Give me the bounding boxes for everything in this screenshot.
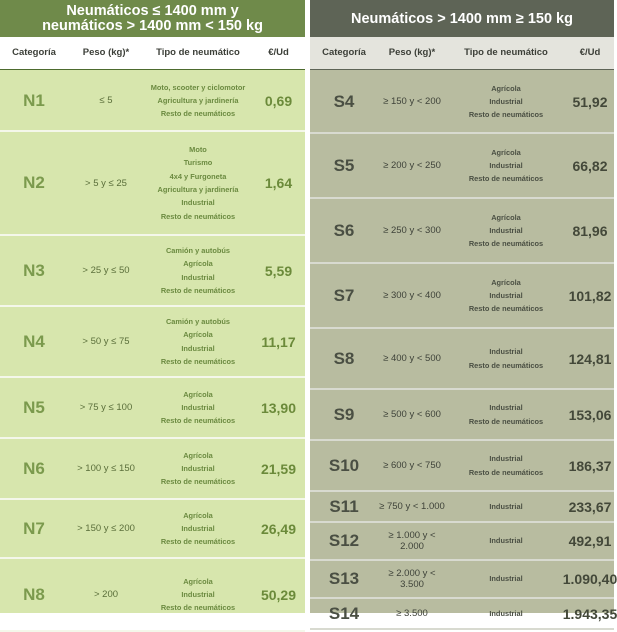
tyre-type: 4x4 y Furgoneta	[169, 171, 227, 181]
table-row	[0, 307, 305, 378]
category-code: S8	[333, 348, 355, 368]
unit-price: 492,91	[568, 533, 612, 549]
table-row	[310, 599, 617, 630]
tyre-type: Industrial	[181, 463, 215, 473]
table-title	[0, 0, 305, 37]
weight-range: > 150 y ≤ 200	[77, 523, 135, 534]
tyre-type: Industrial	[489, 454, 523, 464]
weight-range: > 5 y ≤ 25	[85, 177, 127, 189]
tyre-type: Resto de neumáticos	[160, 477, 236, 487]
title-line-1: Neumáticos ≤ 1400 mm y	[66, 2, 239, 19]
title-line-2: neumáticos > 1400 mm < 150 kg	[42, 17, 263, 34]
weight-range: ≥ 750 y < 1.000	[379, 501, 445, 512]
tyre-types	[144, 132, 252, 234]
tyre-type: Industrial	[489, 347, 523, 357]
tyre-type: Industrial	[489, 160, 523, 170]
weight-range: ≥ 400 y < 500	[383, 353, 441, 364]
table-row	[0, 500, 305, 559]
tyre-type: Resto de neumáticos	[160, 356, 236, 366]
category-code: S11	[329, 496, 359, 516]
tyre-type: Agrícola	[491, 147, 521, 157]
table-row	[0, 132, 305, 236]
header-categoria: Categoría	[12, 47, 56, 58]
table-row	[0, 236, 305, 307]
tyre-type: Resto de neumáticos	[160, 211, 236, 221]
header-peso: Peso (kg)*	[388, 47, 436, 58]
category-code: S13	[328, 569, 360, 588]
table-row	[310, 71, 614, 134]
category-code: S14	[328, 603, 360, 623]
header-precio: €/Ud	[579, 47, 601, 58]
tyre-types	[144, 236, 252, 305]
tyre-type: Resto de neumáticos	[468, 416, 544, 426]
tyre-type: Agrícola	[183, 510, 213, 520]
tyre-types	[446, 329, 566, 388]
header-peso: Peso (kg)*	[82, 47, 130, 58]
weight-range: ≥ 300 y < 400	[383, 290, 441, 301]
tyre-type: Turismo	[183, 158, 213, 168]
table-row	[0, 559, 305, 632]
category-code: S12	[328, 531, 360, 550]
weight-range: > 200	[93, 589, 119, 600]
category-code: S5	[333, 155, 355, 175]
unit-price: 50,29	[260, 586, 297, 603]
tyre-type: Resto de neumáticos	[160, 603, 236, 613]
category-code: N2	[23, 173, 45, 192]
header-categoria: Categoría	[322, 47, 366, 58]
tyre-type: Industrial	[181, 343, 215, 353]
tyre-type: Agrícola	[183, 330, 213, 340]
weight-range: ≥ 150 y < 200	[383, 96, 441, 107]
column-headers	[310, 37, 614, 70]
category-code: S7	[333, 285, 355, 305]
tyre-type: Industrial	[489, 501, 523, 511]
tyre-types	[446, 599, 566, 628]
unit-price: 5,59	[264, 262, 293, 279]
tyre-type: Resto de neumáticos	[160, 416, 236, 426]
tyre-type: Resto de neumáticos	[160, 109, 236, 119]
table-row	[310, 134, 614, 199]
tyre-type: Camión y autobús	[165, 316, 231, 326]
tyre-type: Agricultura y jardinería	[157, 185, 239, 194]
tyre-type: Agrícola	[183, 259, 213, 269]
tyre-type: Moto, scooter y ciclomotor	[150, 82, 246, 92]
tyre-type: Resto de neumáticos	[160, 285, 236, 295]
weight-range: ≥ 1.000 y < 2.000	[388, 530, 436, 552]
column-headers	[0, 37, 305, 70]
category-code: S4	[333, 91, 355, 111]
tyre-types	[144, 439, 252, 498]
table-title: Neumáticos > 1400 mm ≥ 150 kg	[310, 0, 614, 37]
tyre-type: Industrial	[489, 290, 523, 300]
weight-range: ≥ 600 y < 750	[383, 460, 441, 471]
category-code: S9	[333, 404, 355, 424]
tyre-type: Industrial	[181, 402, 215, 412]
tyre-types	[144, 500, 252, 557]
unit-price: 13,90	[260, 399, 297, 416]
unit-price: 153,06	[568, 406, 612, 423]
table-row	[310, 561, 617, 599]
tyre-types	[144, 378, 252, 437]
tyre-type: Agrícola	[183, 389, 213, 399]
tyre-type: Industrial	[489, 225, 523, 235]
tyre-type: Camión y autobús	[165, 245, 231, 255]
tyre-types	[446, 492, 566, 521]
table-row	[310, 441, 614, 492]
tariff-table-large	[310, 0, 617, 623]
unit-price: 0,69	[264, 92, 293, 109]
tyre-type: Moto	[189, 145, 207, 155]
weight-range: > 25 y ≤ 50	[82, 265, 130, 276]
table-row	[310, 199, 614, 264]
tyre-type: Agrícola	[491, 212, 521, 222]
tariff-table-small	[0, 0, 305, 613]
weight-range: > 100 y ≤ 150	[77, 463, 135, 474]
category-code: N5	[23, 397, 45, 417]
tyre-type: Industrial	[489, 574, 523, 584]
unit-price: 101,82	[568, 287, 612, 304]
unit-price: 1.943,35	[562, 605, 617, 622]
tyre-type: Resto de neumáticos	[468, 174, 544, 184]
unit-price: 186,37	[568, 457, 612, 474]
table-row	[310, 492, 614, 523]
unit-price: 81,96	[572, 222, 608, 239]
tyre-types	[446, 71, 566, 132]
weight-range: ≤ 5	[99, 95, 113, 106]
tyre-type: Industrial	[181, 198, 215, 208]
weight-range: > 50 y ≤ 75	[82, 336, 130, 347]
tyre-type: Industrial	[489, 608, 523, 618]
tyre-types	[446, 561, 566, 597]
tyre-type: Resto de neumáticos	[468, 110, 544, 120]
weight-range: ≥ 200 y < 250	[383, 160, 441, 171]
unit-price: 1.090,40	[562, 571, 617, 587]
unit-price: 26,49	[260, 520, 297, 537]
tyre-types	[446, 134, 566, 197]
unit-price: 11,17	[261, 333, 296, 350]
unit-price: 51,92	[572, 93, 608, 110]
category-code: N1	[23, 90, 45, 110]
tyre-type: Resto de neumáticos	[160, 537, 236, 547]
table-row	[310, 523, 614, 561]
weight-range: ≥ 2.000 y < 3.500	[388, 568, 436, 590]
unit-price: 66,82	[572, 157, 608, 174]
table-row	[0, 439, 305, 500]
table-row	[310, 390, 614, 441]
category-code: N3	[23, 260, 45, 280]
weight-range: ≥ 250 y < 300	[383, 225, 441, 236]
tyre-type: Resto de neumáticos	[468, 360, 544, 370]
tyre-type: Agrícola	[183, 450, 213, 460]
row-divider	[310, 628, 614, 630]
category-code: N6	[23, 458, 45, 478]
tyre-types	[144, 71, 252, 130]
tyre-type: Resto de neumáticos	[468, 467, 544, 477]
header-tipo: Tipo de neumático	[156, 47, 240, 58]
tyre-types	[446, 441, 566, 490]
tyre-type: Industrial	[181, 272, 215, 282]
tyre-type: Resto de neumáticos	[468, 239, 544, 249]
tyre-type: Industrial	[489, 403, 523, 413]
table-row	[0, 71, 305, 132]
tyre-types	[446, 390, 566, 439]
tyre-types	[446, 199, 566, 262]
unit-price: 233,67	[568, 498, 612, 515]
tyre-type: Agrícola	[491, 83, 521, 93]
category-code: N4	[23, 331, 45, 351]
tyre-types	[446, 264, 566, 327]
header-tipo: Tipo de neumático	[464, 47, 548, 58]
table-row	[310, 329, 614, 390]
weight-range: ≥ 500 y < 600	[383, 409, 441, 420]
header-precio: €/Ud	[268, 47, 289, 58]
unit-price: 21,59	[260, 460, 297, 477]
tyre-type: Industrial	[181, 523, 215, 533]
tyre-type: Agrícola	[491, 277, 521, 287]
unit-price: 1,64	[264, 175, 293, 191]
weight-range: > 75 y ≤ 100	[79, 402, 133, 413]
tyre-type: Resto de neumáticos	[468, 304, 544, 314]
tyre-types	[144, 307, 252, 376]
category-code: N7	[23, 518, 45, 538]
category-code: S6	[333, 220, 355, 240]
table-row	[310, 264, 614, 329]
category-code: S10	[328, 455, 360, 475]
tyre-type: Agrícola	[183, 576, 213, 586]
tyre-type: Industrial	[489, 96, 523, 106]
table-row	[0, 378, 305, 439]
tyre-type: Industrial	[489, 536, 523, 546]
tyre-types	[446, 523, 566, 559]
tyre-type: Industrial	[181, 589, 215, 599]
weight-range: ≥ 3.500	[396, 608, 428, 619]
category-code: N8	[23, 584, 45, 604]
tyre-types	[144, 559, 252, 630]
tyre-type: Agricultura y jardinería	[157, 95, 239, 105]
unit-price: 124,81	[568, 350, 612, 367]
